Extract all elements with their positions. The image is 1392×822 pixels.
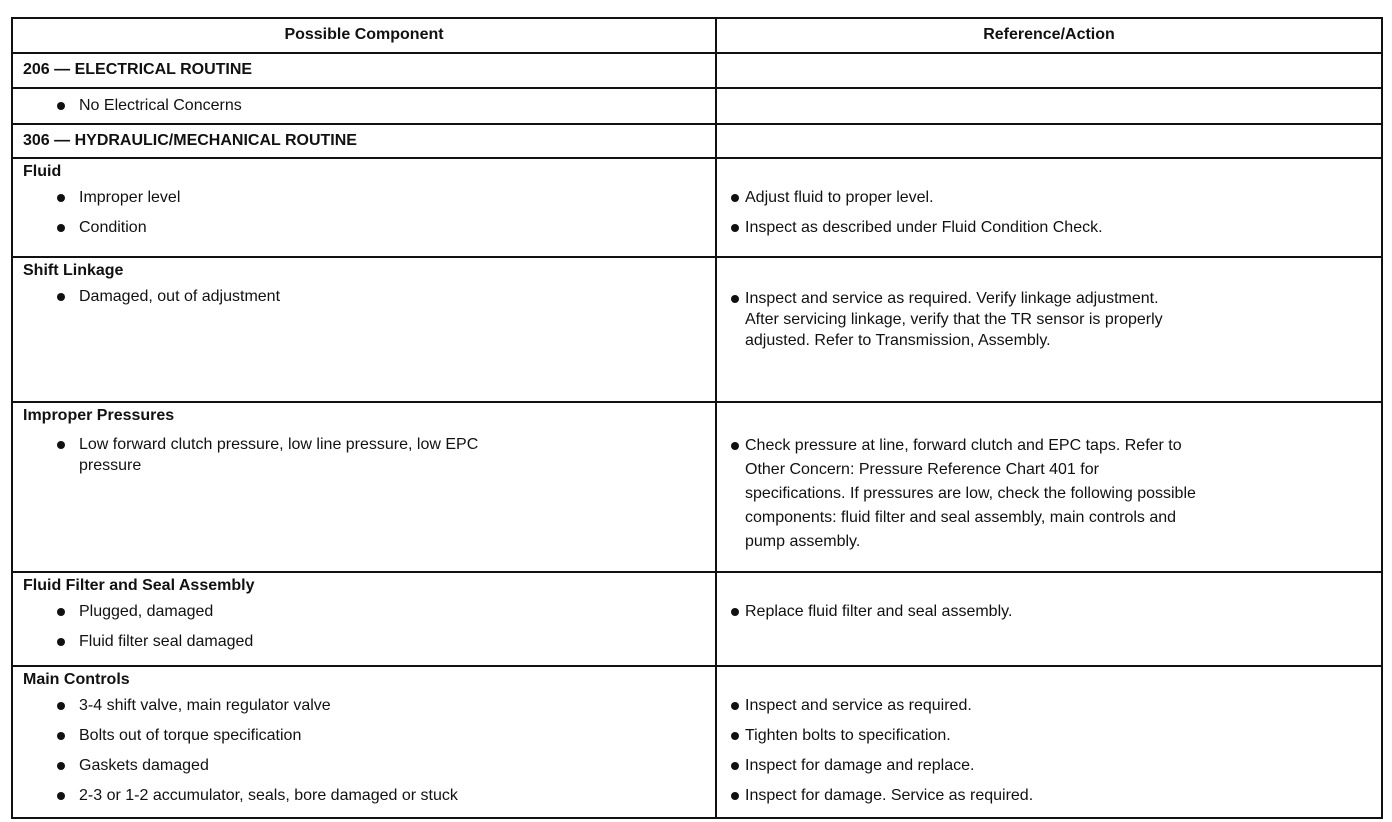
bullet-icon: [731, 732, 739, 740]
bullet-icon: [731, 608, 739, 616]
list-item: Gaskets damaged: [13, 751, 715, 781]
bullet-icon: [731, 194, 739, 202]
action-cell: [716, 666, 1382, 818]
action-item: Check pressure at line, forward clutch and EPC taps. Refer to Other Concern: Pressure Reference Chart 401 for specifications. If pressures are low, check the following possible components: fluid filter and seal assembly, main controls and pump assembly.: [717, 427, 1381, 554]
action-item: Inspect and service as required.: [717, 691, 1381, 721]
action-item: Tighten bolts to specification.: [717, 721, 1381, 751]
bullet-icon: [57, 293, 65, 301]
list-item: Fluid filter seal damaged: [13, 627, 715, 657]
list-item: Improper level: [13, 183, 715, 213]
col-header-component: Possible Component: [12, 18, 716, 53]
bullet-icon: [731, 702, 739, 710]
section-row: [12, 53, 1382, 88]
bullet-icon: [731, 792, 739, 800]
action-item: Inspect as described under Fluid Condition Check.: [717, 213, 1381, 243]
group-heading-pressures: Improper Pressures: [23, 406, 175, 424]
bullet-icon: [731, 762, 739, 770]
component-cell: [12, 666, 716, 818]
bullet-icon: [57, 224, 65, 232]
group-heading-controls: Main Controls: [23, 671, 130, 689]
table-row: [12, 88, 1382, 124]
bullet-icon: [731, 442, 739, 450]
bullet-icon: [57, 638, 65, 646]
empty-cell: [716, 53, 1382, 88]
component-cell: [12, 88, 716, 124]
bullet-icon: [57, 194, 65, 202]
component-cell: [12, 402, 716, 572]
list-item: 2-3 or 1-2 accumulator, seals, bore damaged or stuck: [13, 781, 715, 811]
section-hydraulic: 306 — HYDRAULIC/MECHANICAL ROUTINE: [12, 124, 716, 159]
table-header-row: [12, 18, 1382, 53]
bullet-icon: [57, 762, 65, 770]
list-item: Damaged, out of adjustment: [13, 282, 715, 312]
list-item: No Electrical Concerns: [13, 91, 715, 121]
bullet-icon: [57, 102, 65, 110]
list-item: 3-4 shift valve, main regulator valve: [13, 691, 715, 721]
bullet-icon: [731, 224, 739, 232]
group-heading-fluid: Fluid: [23, 163, 62, 181]
bullet-icon: [57, 608, 65, 616]
action-item: Adjust fluid to proper level.: [717, 183, 1381, 213]
table-row: [12, 572, 1382, 666]
component-cell: [12, 257, 716, 402]
action-item: Inspect for damage. Service as required.: [717, 781, 1381, 811]
action-cell: [716, 158, 1382, 256]
list-item: Low forward clutch pressure, low line pressure, low EPC pressure: [13, 427, 715, 476]
group-heading-linkage: Shift Linkage: [23, 261, 124, 279]
action-item: Inspect for damage and replace.: [717, 751, 1381, 781]
component-cell: [12, 572, 716, 666]
list-item: Plugged, damaged: [13, 597, 715, 627]
action-cell: [716, 257, 1382, 402]
empty-cell: [716, 124, 1382, 159]
action-cell: [716, 572, 1382, 666]
list-item: Bolts out of torque specification: [13, 721, 715, 751]
component-cell: [12, 158, 716, 256]
action-cell: [716, 402, 1382, 572]
action-item: Replace fluid filter and seal assembly.: [717, 597, 1381, 627]
section-electrical: 206 — ELECTRICAL ROUTINE: [12, 53, 716, 88]
bullet-icon: [57, 732, 65, 740]
table-row: [12, 402, 1382, 572]
diagnosis-table: [11, 17, 1383, 819]
list-item: Condition: [13, 213, 715, 243]
action-item: Inspect and service as required. Verify linkage adjustment. After servicing linkage, verify that the TR sensor is properly adjusted. Refer to Transmission, Assembly.: [717, 282, 1381, 351]
section-row: [12, 124, 1382, 159]
bullet-icon: [57, 441, 65, 449]
col-header-action: Reference/Action: [716, 18, 1382, 53]
group-heading-filter: Fluid Filter and Seal Assembly: [23, 576, 255, 594]
table-row: [12, 666, 1382, 818]
bullet-icon: [731, 295, 739, 303]
bullet-icon: [57, 792, 65, 800]
table-row: [12, 158, 1382, 256]
bullet-icon: [57, 702, 65, 710]
table-row: [12, 257, 1382, 402]
empty-cell: [716, 88, 1382, 124]
